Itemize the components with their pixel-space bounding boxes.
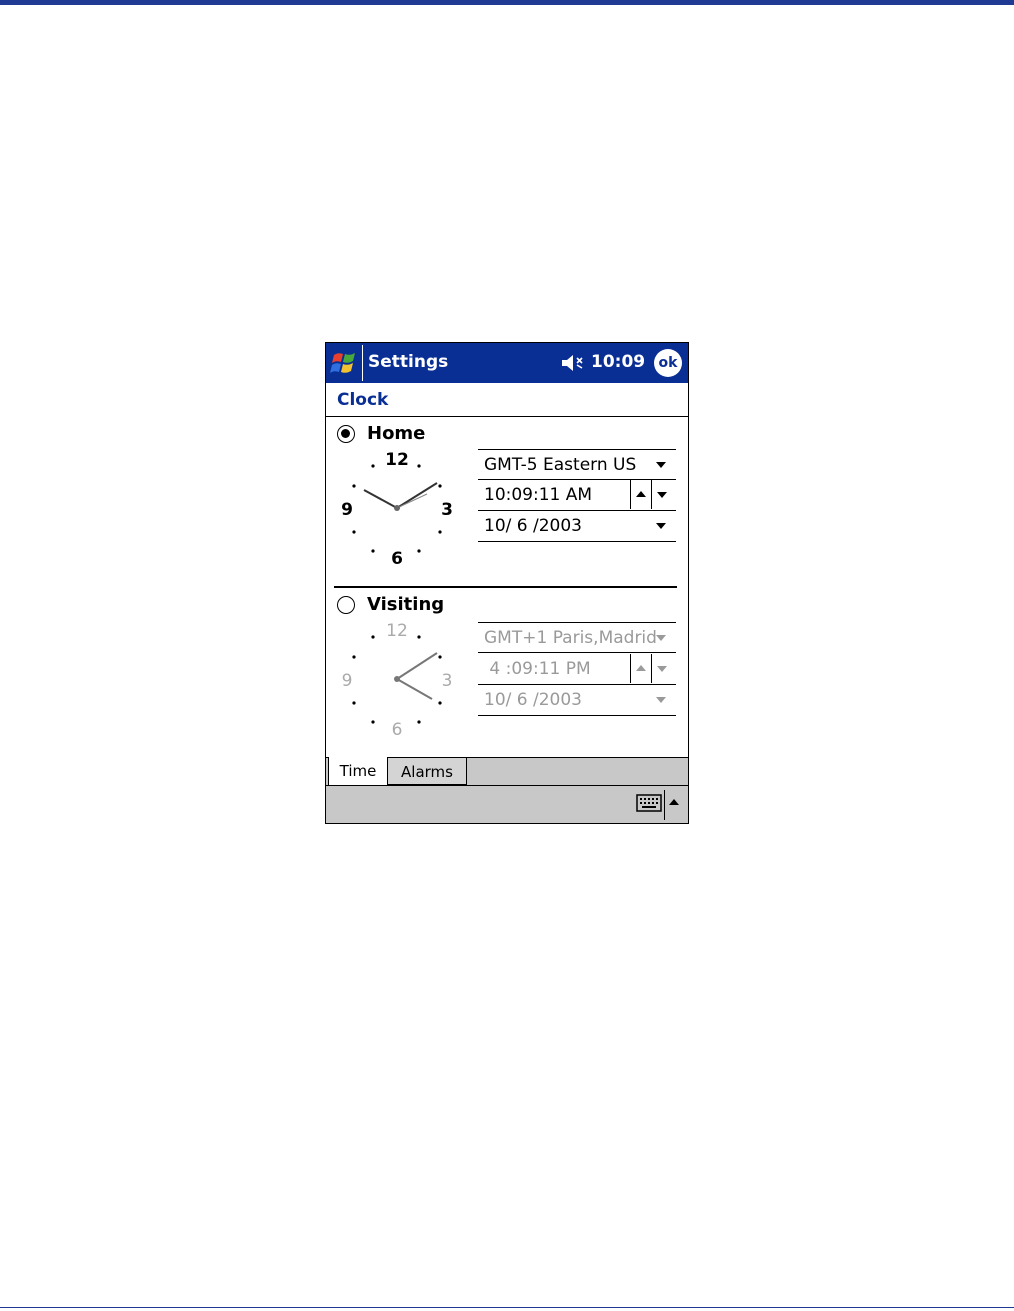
arrow-down-icon [657,666,667,672]
tab-alarms[interactable]: Alarms [388,757,467,785]
arrow-down-icon [657,492,667,498]
visiting-analog-clock [337,619,457,739]
visiting-label: Visiting [367,594,445,615]
home-time-up-button[interactable] [630,480,652,509]
section-divider [334,586,677,588]
visiting-time-value: 4 :09:11 PM [484,659,591,679]
radio-selected-dot [341,429,350,438]
home-radio[interactable] [337,425,355,443]
home-clock-3: 3 [441,500,453,520]
home-timezone-value: GMT-5 Eastern US [484,455,637,475]
title-clock[interactable]: 10:09 [591,352,646,372]
visiting-clock-6: 6 [391,720,403,739]
home-analog-clock [337,448,457,568]
pocketpc-window [325,342,689,824]
home-time-field[interactable] [478,480,676,511]
home-timezone-select[interactable] [478,449,676,480]
visiting-radio[interactable] [337,596,355,614]
page-heading [326,383,688,417]
home-clock-12: 12 [385,450,409,470]
input-panel-arrow-icon[interactable] [669,799,679,805]
tab-strip [326,757,688,785]
visiting-time-down-button[interactable] [651,654,673,683]
chevron-down-icon [656,635,666,641]
home-clock-9: 9 [341,500,353,520]
page-title: Clock [337,390,389,410]
visiting-date-select[interactable] [478,685,676,716]
arrow-up-icon [636,665,646,671]
chevron-down-icon [656,462,666,468]
title-bar [326,343,688,383]
arrow-up-icon [636,491,646,497]
visiting-clock-12: 12 [386,621,408,641]
windows-flag-icon [328,345,362,381]
speaker-muted-icon[interactable] [560,353,588,373]
chevron-down-icon [656,697,666,703]
visiting-clock-9: 9 [341,671,353,691]
home-label: Home [367,423,426,444]
input-panel-separator [664,790,665,820]
home-clock-6: 6 [391,549,403,568]
visiting-date-value: 10/ 6 /2003 [484,690,582,710]
keyboard-icon[interactable] [636,794,662,812]
tab-time[interactable]: Time [328,757,388,785]
window-title: Settings [368,352,449,372]
visiting-time-up-button[interactable] [630,654,652,683]
visiting-timezone-value: GMT+1 Paris,Madrid [484,628,657,648]
home-date-select[interactable] [478,511,676,542]
visiting-clock-3: 3 [441,671,453,691]
page-top-rule [0,0,1014,5]
command-bar [326,785,688,823]
page-bottom-rule [0,1307,1014,1308]
visiting-time-field[interactable] [478,654,676,685]
chevron-down-icon [656,523,666,529]
home-date-value: 10/ 6 /2003 [484,516,582,536]
home-time-down-button[interactable] [651,480,673,509]
visiting-timezone-select[interactable] [478,622,676,653]
ok-button[interactable]: ok [654,349,682,377]
start-button[interactable] [328,345,363,381]
home-time-value: 10:09:11 AM [484,485,593,505]
